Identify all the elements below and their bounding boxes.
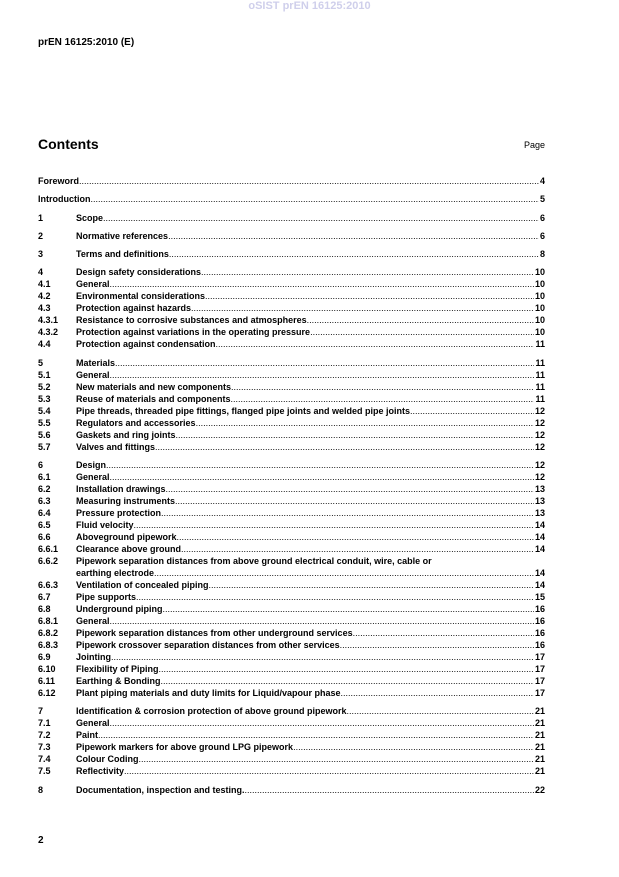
leader-dots <box>191 302 534 314</box>
leader-dots <box>161 507 534 519</box>
toc-entry-page: 17 <box>534 676 545 687</box>
toc-entry-number: 6.8.2 <box>38 628 59 639</box>
leader-dots <box>310 326 534 338</box>
toc-entry-title: Normative references <box>76 230 169 241</box>
toc-entry-page: 13 <box>534 508 545 519</box>
toc-entry-number: 6.11 <box>38 676 56 687</box>
toc-entry-page: 14 <box>534 532 545 543</box>
leader-dots <box>110 717 534 729</box>
toc-entry-number: 1 <box>38 212 44 223</box>
toc-entry-title-cont: earthing electrode <box>76 568 155 579</box>
toc-entry-number: 5.7 <box>38 441 51 452</box>
toc-entry-page: 12 <box>534 405 545 416</box>
leader-dots <box>155 441 534 453</box>
toc-entry-page: 10 <box>534 327 545 338</box>
toc-entry[interactable] <box>38 175 545 187</box>
toc-entry-title: Protection against hazards <box>76 303 192 314</box>
leader-dots <box>176 429 534 441</box>
leader-dots <box>115 357 534 369</box>
toc-entry-page: 11 <box>535 393 545 404</box>
toc-entry[interactable] <box>38 543 545 555</box>
toc-entry-title: Fluid velocity <box>76 520 134 531</box>
toc-entry-number: 7.3 <box>38 742 51 753</box>
toc-entry-page: 12 <box>534 441 545 452</box>
toc-entry[interactable] <box>38 266 545 278</box>
leader-dots <box>245 784 534 796</box>
toc-entry-title: Design <box>76 460 107 471</box>
toc-entry-title: General <box>76 369 110 380</box>
toc-entry-title: Flexibility of Piping <box>76 664 159 675</box>
toc-entry[interactable] <box>38 193 545 205</box>
page-number: 2 <box>38 835 44 846</box>
toc-entry-page: 16 <box>534 640 545 651</box>
leader-dots <box>134 519 534 531</box>
leader-dots <box>139 753 534 765</box>
toc-entry-title: Plant piping materials and duty limits for Liquid/vapour phase <box>76 688 341 699</box>
toc-entry-title: General <box>76 279 110 290</box>
toc-entry-title: New materials and new components <box>76 381 232 392</box>
toc-entry-page: 16 <box>534 616 545 627</box>
toc-entry-number: 6.4 <box>38 508 51 519</box>
toc-entry-title: Scope <box>76 212 104 223</box>
toc-entry-number: 4.3.2 <box>38 327 59 338</box>
leader-dots <box>205 290 534 302</box>
toc-entry-title: Paint <box>76 730 99 741</box>
leader-dots <box>110 278 534 290</box>
leader-dots <box>177 531 534 543</box>
toc-entry-page: 14 <box>534 520 545 531</box>
toc-entry-number: 6.1 <box>38 472 51 483</box>
toc-entry-number: 4.4 <box>38 339 51 350</box>
toc-entry-number: 6.12 <box>38 688 56 699</box>
toc-entry-number: 6.3 <box>38 496 51 507</box>
toc-entry-page: 14 <box>534 568 545 579</box>
toc-entry-title: Jointing <box>76 652 111 663</box>
leader-dots <box>169 248 539 260</box>
toc-entry-title: Underground piping <box>76 604 163 615</box>
toc-entry[interactable] <box>38 519 545 531</box>
toc-entry[interactable] <box>38 471 545 483</box>
toc-entry-page: 21 <box>534 730 545 741</box>
leader-dots <box>231 381 534 393</box>
toc-entry-title: Design safety considerations <box>76 267 202 278</box>
toc-entry[interactable] <box>38 705 545 717</box>
toc-entry[interactable] <box>38 765 545 777</box>
toc-entry[interactable] <box>38 417 545 429</box>
toc-entry[interactable] <box>38 290 545 302</box>
toc-entry-title: Introduction <box>38 194 91 205</box>
toc-entry-title: Colour Coding <box>76 754 139 765</box>
toc-entry-title: Resistance to corrosive substances and atmospheres <box>76 315 307 326</box>
toc-entry[interactable] <box>38 429 545 441</box>
leader-dots <box>91 193 539 205</box>
toc-entry-number: 4.3.1 <box>38 315 59 326</box>
leader-dots <box>106 459 534 471</box>
toc-entry-number: 7.1 <box>38 718 51 729</box>
toc-entry[interactable] <box>38 675 545 687</box>
toc-entry-number: 6.6.2 <box>38 556 59 567</box>
toc-entry-number: 6.6.3 <box>38 580 59 591</box>
toc-entry-page: 16 <box>534 628 545 639</box>
toc-entry-number: 4.2 <box>38 291 51 302</box>
toc-entry-number: 7 <box>38 706 44 717</box>
leader-dots <box>110 471 534 483</box>
toc-entry-title: Pipework separation distances from other underground services <box>76 628 353 639</box>
leader-dots <box>181 543 534 555</box>
toc-entry-page: 12 <box>534 429 545 440</box>
leader-dots <box>110 369 535 381</box>
toc-entry-title: Pipework markers for above ground LPG pipework <box>76 742 294 753</box>
leader-dots <box>410 405 534 417</box>
leader-dots <box>307 314 534 326</box>
leader-dots <box>196 417 534 429</box>
toc-entry-number: 7.4 <box>38 754 51 765</box>
toc-entry[interactable] <box>38 663 545 675</box>
toc-entry-number: 5.2 <box>38 381 51 392</box>
toc-entry[interactable] <box>38 741 545 753</box>
toc-entry[interactable] <box>38 579 545 591</box>
toc-entry-number: 6.7 <box>38 592 51 603</box>
leader-dots <box>166 483 534 495</box>
leader-dots <box>154 567 534 579</box>
toc-entry-number: 6.8.1 <box>38 616 59 627</box>
toc-entry-number: 5 <box>38 357 44 368</box>
toc-entry[interactable] <box>38 717 545 729</box>
toc-entry-number: 5.6 <box>38 429 51 440</box>
toc-entry-page: 21 <box>534 718 545 729</box>
toc-entry-page: 16 <box>534 604 545 615</box>
toc-entry-page: 11 <box>535 357 545 368</box>
leader-dots <box>136 591 534 603</box>
toc-entry-number: 4 <box>38 267 44 278</box>
toc-entry-number: 6.5 <box>38 520 51 531</box>
toc-entry-title: Earthing & Bonding <box>76 676 161 687</box>
toc-entry-number: 6.10 <box>38 664 56 675</box>
watermark: oSIST prEN 16125:2010 <box>248 0 371 12</box>
toc-entry[interactable] <box>38 753 545 765</box>
toc-entry-title: Ventilation of concealed piping <box>76 580 209 591</box>
toc-entry-page: 12 <box>534 472 545 483</box>
toc-entry-page: 21 <box>534 766 545 777</box>
toc-entry-page: 5 <box>539 194 545 205</box>
toc-entry-page: 8 <box>539 249 545 260</box>
toc-entry-title: Reuse of materials and components <box>76 393 231 404</box>
toc-entry[interactable] <box>38 248 545 260</box>
toc-entry[interactable] <box>38 495 545 507</box>
toc-entry[interactable] <box>38 212 545 224</box>
toc-entry-title: Materials <box>76 357 116 368</box>
leader-dots <box>98 729 534 741</box>
table-of-contents <box>38 175 545 796</box>
toc-entry-page: 17 <box>534 688 545 699</box>
toc-entry[interactable] <box>38 687 545 699</box>
toc-entry[interactable] <box>38 357 545 369</box>
leader-dots <box>159 663 534 675</box>
toc-entry-title: Identification & corrosion protection of above ground pipework <box>76 706 347 717</box>
toc-entry-title: Documentation, inspection and testing. <box>76 784 245 795</box>
toc-entry-title: Pipe threads, threaded pipe fittings, flanged pipe joints and welded pipe joints <box>76 405 411 416</box>
toc-entry-page: 17 <box>534 652 545 663</box>
toc-entry[interactable] <box>38 507 545 519</box>
toc-entry-number: 6.2 <box>38 484 51 495</box>
toc-entry-number: 6.6.1 <box>38 544 59 555</box>
toc-entry[interactable] <box>38 369 545 381</box>
toc-entry-continuation[interactable] <box>38 567 545 579</box>
leader-dots <box>293 741 534 753</box>
toc-entry-number: 2 <box>38 230 44 241</box>
toc-entry-page: 11 <box>535 339 545 350</box>
toc-entry[interactable] <box>38 729 545 741</box>
toc-entry-title: Protection against variations in the operating pressure <box>76 327 311 338</box>
toc-entry[interactable] <box>38 405 545 417</box>
toc-entry-number: 4.1 <box>38 279 51 290</box>
toc-entry-title: Gaskets and ring joints <box>76 429 176 440</box>
contents-title: Contents <box>38 136 99 152</box>
leader-dots <box>347 705 534 717</box>
toc-entry-page: 6 <box>539 212 545 223</box>
page-column-label: Page <box>523 140 545 150</box>
leader-dots <box>231 393 535 405</box>
leader-dots <box>209 579 534 591</box>
toc-entry-number: 5.1 <box>38 369 51 380</box>
toc-entry-number: 7.5 <box>38 766 51 777</box>
toc-entry-page: 4 <box>539 176 545 186</box>
toc-entry-page: 12 <box>534 460 545 471</box>
toc-entry[interactable] <box>38 531 545 543</box>
toc-entry-page: 13 <box>534 496 545 507</box>
toc-entry-page: 13 <box>534 484 545 495</box>
toc-entry[interactable] <box>38 338 545 350</box>
toc-entry-page: 21 <box>534 742 545 753</box>
toc-entry-number: 5.4 <box>38 405 51 416</box>
toc-entry-title: Pipework separation distances from above ground electrical conduit, wire, cable or <box>76 556 432 567</box>
toc-entry-title: Aboveground pipework <box>76 532 177 543</box>
leader-dots <box>161 675 534 687</box>
toc-entry[interactable] <box>38 302 545 314</box>
toc-entry[interactable] <box>38 603 545 615</box>
toc-entry-number: 4.3 <box>38 303 51 314</box>
toc-entry-number: 8 <box>38 784 44 795</box>
toc-entry-page: 15 <box>534 592 545 603</box>
toc-entry-page: 21 <box>534 754 545 765</box>
toc-entry[interactable] <box>38 381 545 393</box>
toc-entry[interactable] <box>38 555 545 567</box>
toc-entry[interactable] <box>38 441 545 453</box>
toc-entry-title: Pipework crossover separation distances from other services <box>76 640 340 651</box>
toc-entry-title: Pressure protection <box>76 508 162 519</box>
toc-entry-page: 14 <box>534 544 545 555</box>
toc-entry[interactable] <box>38 393 545 405</box>
document-header: prEN 16125:2010 (E) <box>38 37 135 48</box>
toc-entry-title: Measuring instruments <box>76 496 176 507</box>
toc-entry-title: Reflectivity <box>76 766 125 777</box>
toc-entry-page: 10 <box>534 291 545 302</box>
toc-entry-number: 5.5 <box>38 417 51 428</box>
leader-dots <box>124 765 534 777</box>
toc-entry-title: General <box>76 718 110 729</box>
toc-entry-title: Valves and fittings <box>76 441 156 452</box>
toc-entry[interactable] <box>38 230 545 242</box>
toc-entry-page: 10 <box>534 279 545 290</box>
toc-entry-page: 10 <box>534 315 545 326</box>
toc-entry[interactable] <box>38 483 545 495</box>
leader-dots <box>353 627 534 639</box>
leader-dots <box>79 175 539 187</box>
toc-entry-title: Regulators and accessories <box>76 417 196 428</box>
toc-entry-title: Pipe supports <box>76 592 137 603</box>
toc-entry[interactable] <box>38 639 545 651</box>
toc-entry-page: 10 <box>534 267 545 278</box>
toc-entry-number: 6 <box>38 460 44 471</box>
toc-entry-title: Clearance above ground <box>76 544 182 555</box>
toc-entry-title: Environmental considerations <box>76 291 206 302</box>
toc-entry-title: General <box>76 616 110 627</box>
leader-dots <box>103 212 539 224</box>
toc-entry-number: 6.6 <box>38 532 51 543</box>
toc-entry-number: 6.9 <box>38 652 51 663</box>
toc-entry[interactable] <box>38 591 545 603</box>
leader-dots <box>110 615 534 627</box>
toc-entry-number: 7.2 <box>38 730 51 741</box>
toc-entry[interactable] <box>38 459 545 471</box>
toc-entry[interactable] <box>38 627 545 639</box>
toc-entry-title: Installation drawings <box>76 484 166 495</box>
leader-dots <box>341 687 534 699</box>
toc-entry-number: 3 <box>38 249 44 260</box>
leader-dots <box>175 495 534 507</box>
toc-entry-number: 5.3 <box>38 393 51 404</box>
toc-entry-page: 22 <box>534 784 545 795</box>
leader-dots <box>216 338 535 350</box>
toc-entry[interactable] <box>38 615 545 627</box>
toc-entry-title: Foreword <box>38 176 80 186</box>
leader-dots <box>168 230 539 242</box>
toc-entry-number: 6.8.3 <box>38 640 59 651</box>
toc-entry-page: 14 <box>534 580 545 591</box>
toc-entry-page: 11 <box>535 369 545 380</box>
toc-entry-title: General <box>76 472 110 483</box>
toc-entry[interactable] <box>38 651 545 663</box>
leader-dots <box>340 639 534 651</box>
leader-dots <box>111 651 534 663</box>
toc-entry[interactable] <box>38 278 545 290</box>
toc-entry-page: 21 <box>534 706 545 717</box>
toc-entry-number: 6.8 <box>38 604 51 615</box>
toc-entry-page: 17 <box>534 664 545 675</box>
toc-entry-page: 10 <box>534 303 545 314</box>
leader-dots <box>201 266 534 278</box>
toc-entry-page: 11 <box>535 381 545 392</box>
toc-entry[interactable] <box>38 784 545 796</box>
toc-entry-title: Protection against condensation <box>76 339 216 350</box>
toc-entry[interactable] <box>38 314 545 326</box>
leader-dots <box>162 603 534 615</box>
toc-entry-title: Terms and definitions <box>76 249 169 260</box>
toc-entry-page: 12 <box>534 417 545 428</box>
toc-entry-page: 6 <box>539 230 545 241</box>
toc-entry[interactable] <box>38 326 545 338</box>
